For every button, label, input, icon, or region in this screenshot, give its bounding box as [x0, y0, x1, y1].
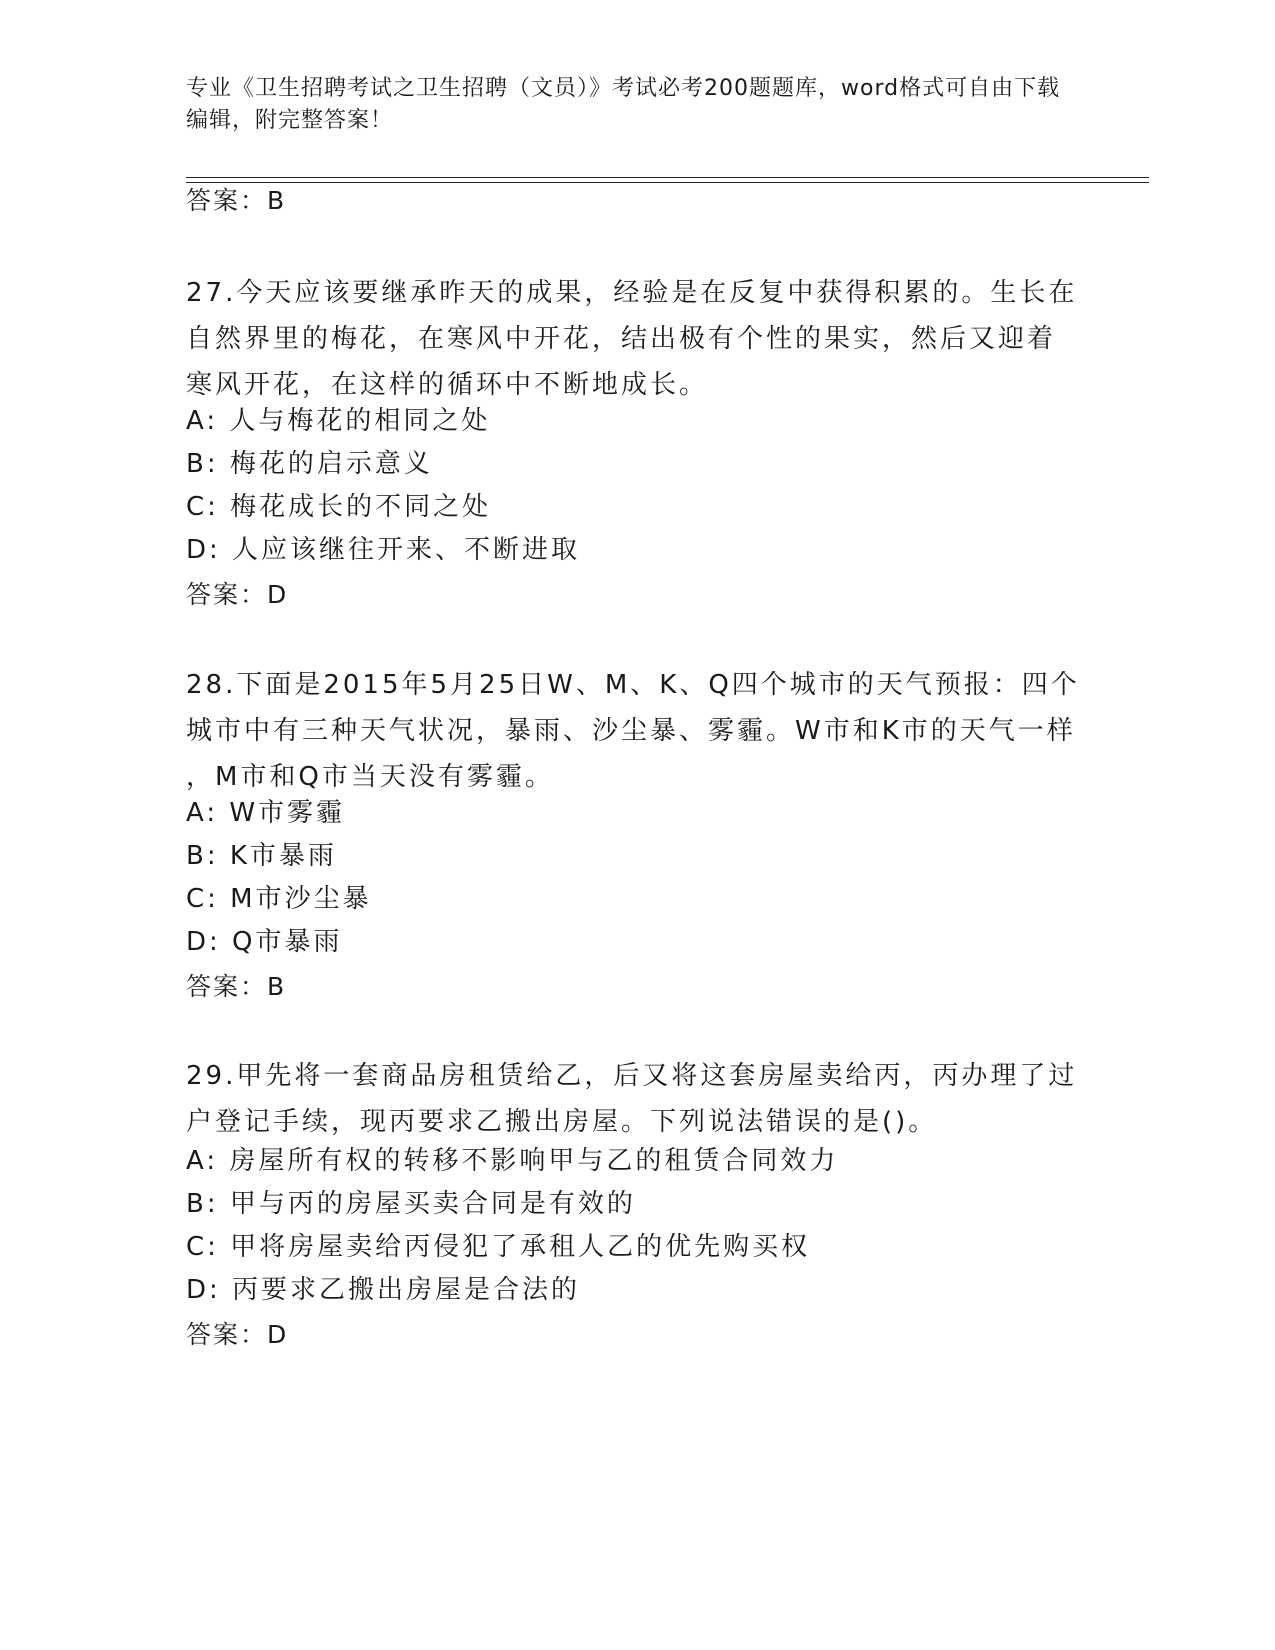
answer-value: D [267, 580, 289, 609]
question-line: 27.今天应该要继承昨天的成果，经验是在反复中获得积累的。生长在 [186, 278, 1078, 308]
question-line: 28.下面是2015年5月25日W、M、K、Q四个城市的天气预报：四个 [186, 670, 1080, 700]
option-c: C: 甲将房屋卖给丙侵犯了承租人乙的优先购买权 [186, 1232, 811, 1262]
option-a: A: 房屋所有权的转移不影响甲与乙的租赁合同效力 [186, 1146, 839, 1176]
answer-line [186, 186, 286, 216]
option-b: B: 甲与丙的房屋买卖合同是有效的 [186, 1189, 636, 1219]
option-d: D: Q市暴雨 [186, 927, 343, 957]
document-header: 专业《卫生招聘考试之卫生招聘（文员）》考试必考200题题库，word格式可自由下载编辑，附完整答案！ [186, 76, 1061, 133]
question-line: 29.甲先将一套商品房租赁给乙，后又将这套房屋卖给丙，丙办理了过 [186, 1061, 1078, 1091]
question-line: 寒风开花，在这样的循环中不断地成长。 [186, 370, 709, 400]
answer-label: 答案： [186, 972, 268, 1001]
answer-line [186, 580, 288, 610]
option-d: D: 丙要求乙搬出房屋是合法的 [186, 1275, 581, 1305]
question-line: 自然界里的梅花，在寒风中开花，结出极有个性的果实，然后又迎着 [186, 324, 1057, 354]
question-27-text [186, 270, 1086, 408]
option-c: C: M市沙尘暴 [186, 884, 372, 914]
option-c: C: 梅花成长的不同之处 [186, 492, 492, 522]
question-28-text [186, 662, 1086, 800]
answer-label: 答案： [186, 580, 268, 609]
option-b: B: 梅花的启示意义 [186, 449, 433, 479]
header-divider-top [186, 177, 1149, 178]
answer-value: B [267, 186, 287, 215]
option-d: D: 人应该继往开来、不断进取 [186, 535, 581, 565]
answer-line [186, 972, 286, 1002]
answer-value: B [267, 972, 287, 1001]
question-29-text [186, 1053, 1086, 1145]
question-line: 户登记手续，现丙要求乙搬出房屋。下列说法错误的是()。 [186, 1107, 938, 1137]
question-line: ，M市和Q市当天没有雾霾。 [186, 762, 554, 792]
answer-value: D [267, 1320, 289, 1349]
answer-line [186, 1320, 288, 1350]
option-b: B: K市暴雨 [186, 841, 337, 871]
header-divider-bottom [186, 182, 1149, 183]
question-line: 城市中有三种天气状况，暴雨、沙尘暴、雾霾。W市和K市的天气一样 [186, 716, 1076, 746]
answer-label: 答案： [186, 186, 268, 215]
answer-label: 答案： [186, 1320, 268, 1349]
option-a: A: 人与梅花的相同之处 [186, 406, 491, 436]
option-a: A: W市雾霾 [186, 798, 346, 828]
